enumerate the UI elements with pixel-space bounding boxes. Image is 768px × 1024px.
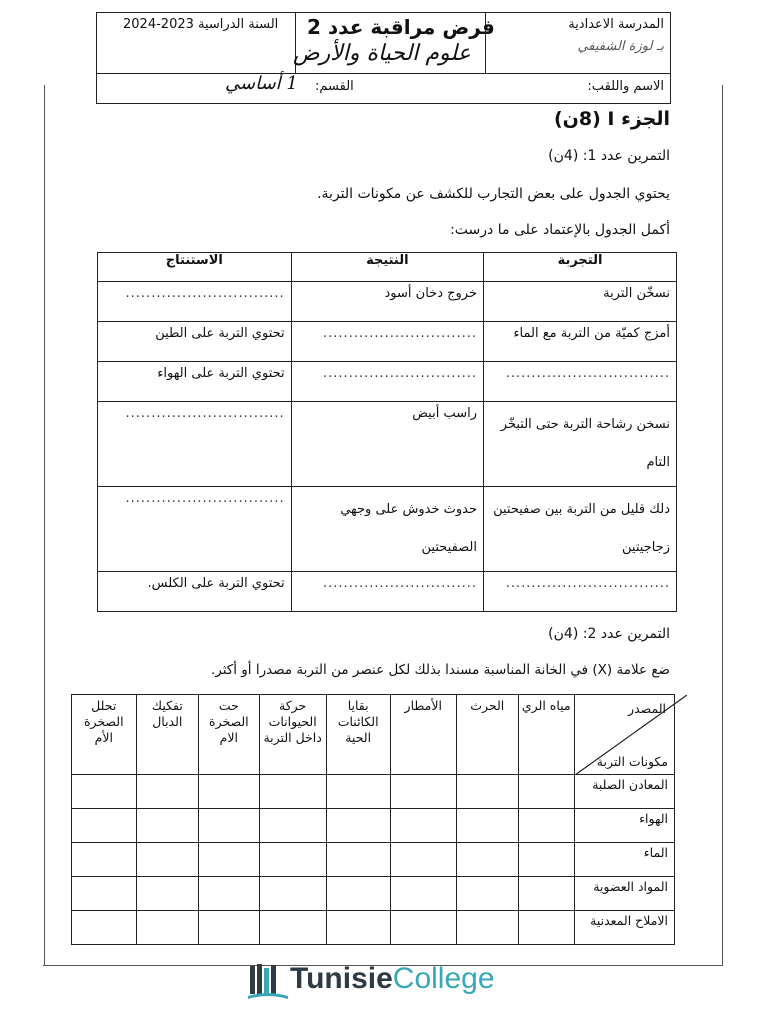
subject: علوم الحياة والأرض: [293, 41, 471, 66]
col-conclusion: الاستنتاج: [98, 253, 292, 282]
ex2-title: التمرين عدد 2: (4ن): [548, 626, 670, 642]
page-border-left: [44, 85, 45, 965]
exam-header: [96, 12, 671, 104]
corner-bottom: مكونات التربة: [596, 754, 668, 769]
table-row: المعادن الصلبة: [72, 775, 675, 809]
class-value: 1 أساسي: [225, 73, 298, 94]
table-row: ................................ .............................. تحتوي التربة على الهواء: [98, 362, 677, 402]
table-row: نسخن رشاحة التربة حتى التبخّر التام راسب أبيض ...............................: [98, 402, 677, 487]
col-irrigation: مياه الري: [518, 695, 574, 775]
class-label: القسم:: [315, 79, 354, 94]
table-row: دلك قليل من التربة بين صفيحتين زجاجيتين حدوث خدوش على وجهي الصفيحتين ...............................: [98, 487, 677, 572]
experiments-table: [97, 252, 677, 612]
col-rain: الأمطار: [390, 695, 456, 775]
brand-tunisie: Tunisie: [290, 962, 393, 995]
col-animals: حركة الحيوانات داخل التربة: [259, 695, 326, 775]
table-row: المواد العضوية: [72, 877, 675, 911]
exam-title: فرض مراقبة عدد 2: [307, 15, 495, 39]
sources-table: [71, 694, 675, 945]
col-remains: بقايا الكائنات الحية: [326, 695, 390, 775]
table-row: أمزج كميّة من التربة مع الماء .............................. تحتوي التربة على الطين: [98, 322, 677, 362]
corner-cell: [574, 695, 674, 775]
col-bedrock: تحلل الصخرة الأم: [72, 695, 137, 775]
col-plowing: الحرث: [456, 695, 518, 775]
page-border-right: [722, 85, 723, 965]
table-row: الاملاح المعدنية: [72, 911, 675, 945]
book-icon: [248, 962, 288, 1002]
table-row: الهواء: [72, 809, 675, 843]
corner-top: المصدر: [628, 701, 666, 716]
ex1-instruction: أكمل الجدول بالإعتماد على ما درست:: [450, 222, 670, 238]
brand-college: College: [392, 962, 495, 995]
school-year: السنة الدراسية 2023-2024: [123, 17, 279, 32]
col-erosion: حت الصخرة الام: [199, 695, 260, 775]
ex2-instruction: ضع علامة (X) في الخانة المناسبة مسندا بذلك لكل عنصر من التربة مصدرا أو أكثر.: [210, 662, 670, 678]
table-row: ................................ .............................. تحتوي التربة على الكلس.: [98, 572, 677, 612]
school-name: بـ لوزة الشفيفي: [577, 39, 664, 54]
col-humus: تفكيك الدبال: [136, 695, 199, 775]
col-experiment: التجربة: [484, 253, 677, 282]
school-label: المدرسة الاعدادية: [568, 17, 664, 32]
table-row: الماء: [72, 843, 675, 877]
name-label: الاسم واللقب:: [587, 79, 664, 94]
part1-title: الجزء I (8ن): [553, 108, 670, 130]
ex1-intro: يحتوي الجدول على بعض التجارب للكشف عن مكونات التربة.: [317, 186, 670, 202]
ex1-title: التمرين عدد 1: (4ن): [548, 148, 670, 164]
col-result: النتيجة: [291, 253, 483, 282]
table-row: نسخّن التربة خروج دخان أسود ...............................: [98, 282, 677, 322]
